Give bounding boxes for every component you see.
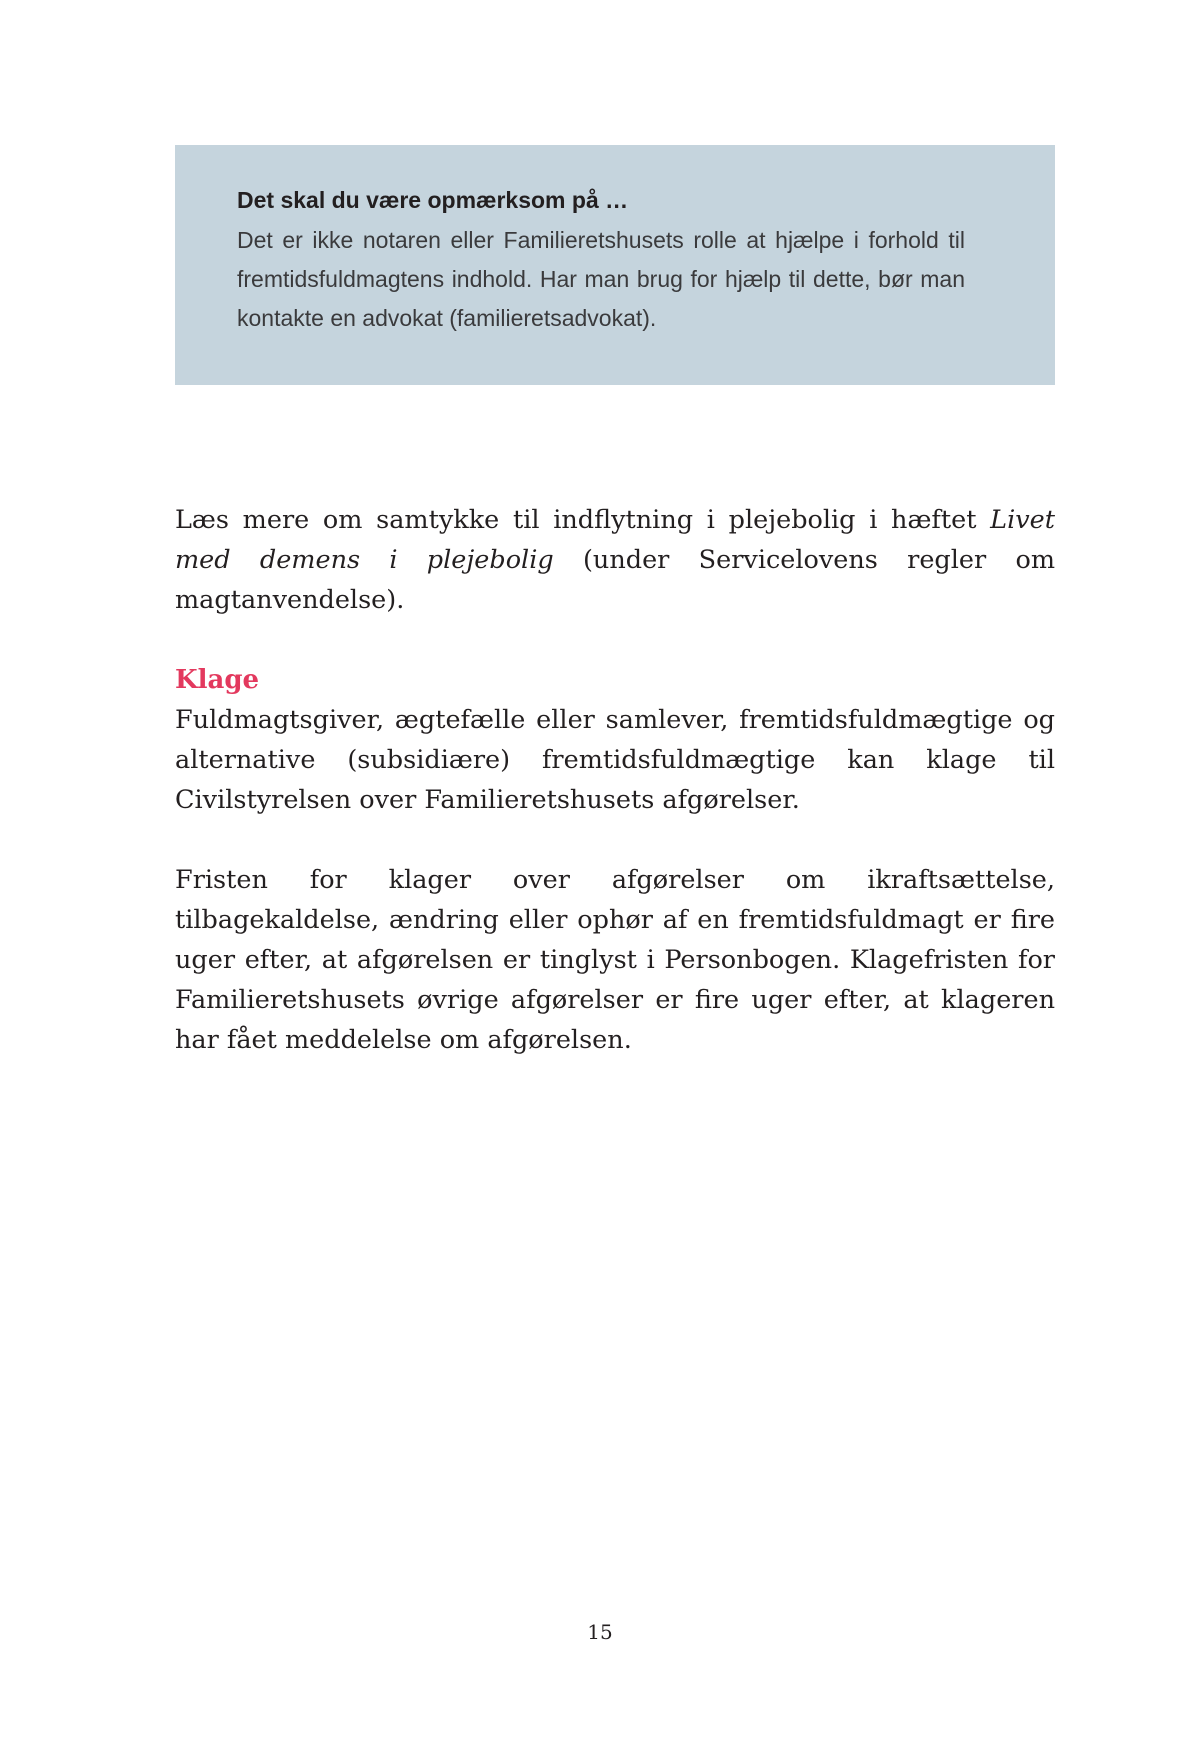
klage-paragraph-2: Fristen for klager over afgørelser om ikraftsættelse, tilbagekaldelse, ændring eller ophør af en fremtidsfuldmagt er fire uger efter, at afgørelsen er tinglyst i Personbogen. Klagefristen for Familieretshusets øvrige afgørelser er fire uger efter, at klageren har fået meddelelse om afgørelsen. [175, 865, 1055, 1055]
klage-paragraph-1: Fuldmagtsgiver, ægtefælle eller samlever, fremtidsfuldmægtige og alternative (subsidiære) fremtidsfuldmægtige kan klage til Civilstyrelsen over Familieretshusets afgørelser. [175, 705, 1055, 815]
intro-text-before: Læs mere om samtykke til indflytning i plejebolig i hæftet [175, 505, 991, 535]
page-number: 15 [587, 1620, 613, 1644]
callout-body: Det er ikke notaren eller Familieretshusets rolle at hjælpe i forhold til fremtidsfuldmagtens indhold. Har man brug for hjælp til dette, bør man kontakte en advokat (familieretsadvokat). [237, 227, 965, 331]
intro-text-after: (under Servicelovens regler om magtanvendelse). [175, 545, 1056, 615]
main-text [175, 500, 1055, 1060]
section-heading-klage: Klage [175, 665, 260, 695]
callout-title: Det skal du være opmærksom på … [237, 187, 629, 213]
intro-paragraph [175, 500, 1055, 620]
booklet-title: Livet med demens i plejebolig [175, 505, 1055, 575]
attention-callout-box [175, 145, 1055, 385]
